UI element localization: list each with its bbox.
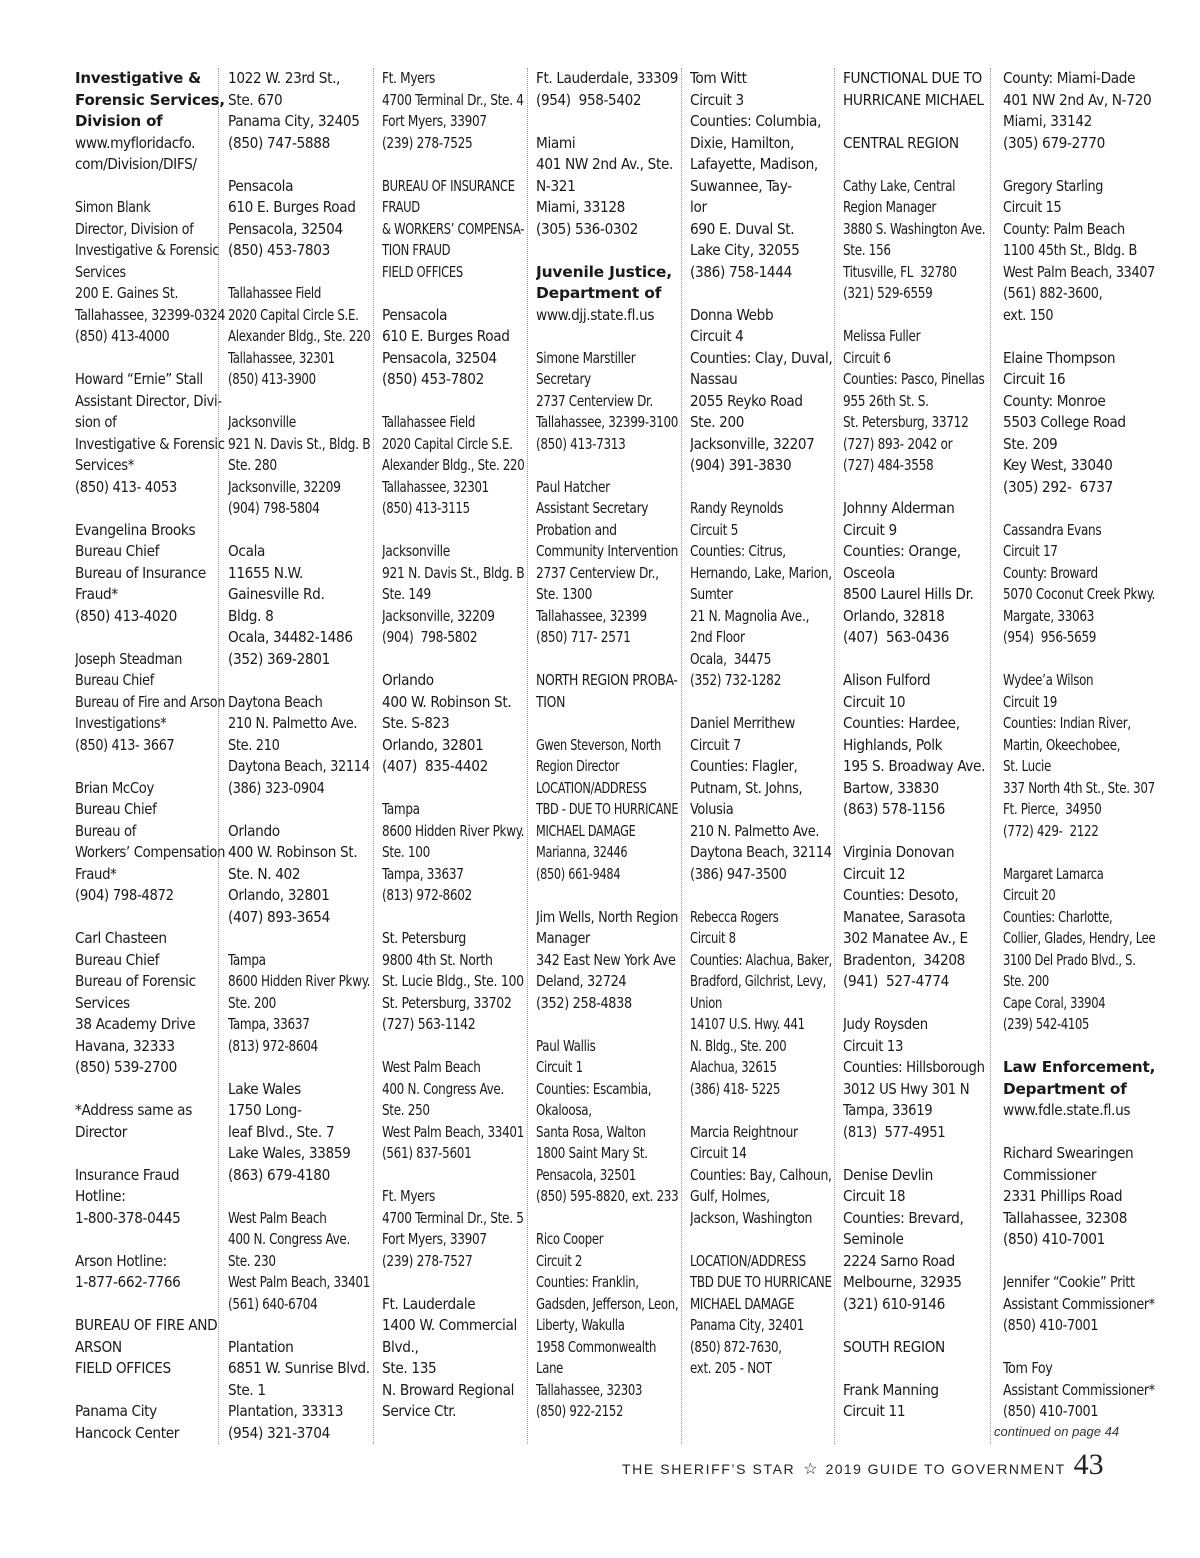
directory-entry [1003, 1057, 1155, 1122]
entry-text: Marcia Reightnour Circuit 14 Counties: Bay, Calhoun, Gulf, Holmes, Jackson, Washington [690, 1122, 832, 1227]
directory-entry [536, 477, 678, 649]
directory-entry [843, 1337, 985, 1359]
directory-entry [228, 950, 370, 1058]
entry-text: Jim Wells, North Region Manager 342 East New York Ave Deland, 32724 (352) 258-4838 [536, 907, 678, 1012]
star-icon: ☆ [803, 1461, 818, 1478]
directory-entry [228, 68, 370, 154]
directory-entry [536, 133, 678, 241]
directory-entry [228, 176, 370, 262]
directory-entry [75, 1315, 225, 1380]
entry-text: St. Petersburg 9800 4th St. North St. Lucie Bldg., Ste. 100 St. Petersburg, 33702 (727) 563-1142 [382, 929, 524, 1033]
directory-entry [843, 326, 985, 477]
directory-entry [1003, 348, 1155, 499]
entry-text: Richard Swearingen Commissioner 2331 Phillips Road Tallahassee, 32308 (850) 410-7001 [1003, 1144, 1134, 1248]
directory-entry [843, 68, 985, 111]
directory-entry [382, 176, 524, 284]
directory-entry [1003, 520, 1155, 649]
department-heading: Law Enforcement, Department of [1003, 1058, 1155, 1098]
directory-column-4 [536, 68, 678, 1448]
directory-entry [690, 1122, 832, 1230]
entry-text: Tampa 8600 Hidden River Pkwy. Ste. 200 Tampa, 33637 (813) 972-8604 [228, 950, 370, 1055]
entry-text: Ft. Lauderdale 1400 W. Commercial Blvd., Ste. 135 N. Broward Regional Service Ctr. [382, 1294, 517, 1420]
continued-note: continued on page 44 [994, 1424, 1120, 1439]
column-divider [527, 68, 528, 1444]
entry-text: NORTH REGION PROBA- TION [536, 671, 678, 711]
entry-text: County: Miami-Dade 401 NW 2nd Av, N-720 Miami, 33142 (305) 679-2770 [1003, 69, 1152, 152]
entry-text: Tampa 8600 Hidden River Pkwy. Ste. 100 Tampa, 33637 (813) 972-8602 [382, 800, 524, 904]
entry-text: Ft. Lauderdale, 33309 (954) 958-5402 [536, 69, 678, 109]
entry-text: Rebecca Rogers Circuit 8 Counties: Alachua, Baker, Bradford, Gilchrist, Levy, Union 14107 U.S. Hwy. 441 N. Bldg., Ste. 200 Alachua, 32615 (386) 418- 5225 [690, 907, 832, 1098]
entry-text: Johnny Alderman Circuit 9 Counties: Orange, Osceola 8500 Laurel Hills Dr. Orlando, 32818 (407) 563-0436 [843, 499, 974, 646]
entry-text: Cassandra Evans Circuit 17 County: Broward 5070 Coconut Creek Pkwy. Margate, 33063 (954) 956-5659 [1003, 520, 1155, 646]
directory-entry [382, 541, 524, 649]
directory-entry [843, 670, 985, 821]
publication-name: THE SHERIFF’S STAR [622, 1461, 796, 1477]
entry-text: Orlando 400 W. Robinson St. Ste. N. 402 Orlando, 32801 (407) 893-3654 [228, 821, 358, 926]
entry-text: Tallahassee Field 2020 Capital Circle S.E. Alexander Bldg., Ste. 220 Tallahassee, 32301 (850) 413-3115 [382, 413, 524, 517]
entry-text: Ft. Myers 4700 Terminal Dr., Ste. 4 Fort Myers, 33907 (239) 278-7525 [382, 69, 524, 152]
directory-entry [536, 1036, 678, 1208]
directory-entry [228, 541, 370, 670]
entry-text: FUNCTIONAL DUE TO HURRICANE MICHAEL [843, 69, 984, 109]
entry-text: Paul Hatcher Assistant Secretary Probation and Community Intervention 2737 Centerview Dr., Ste. 1300 Tallahassee, 32399 (850) 717- 2571 [536, 477, 678, 646]
entry-text: Frank Manning Circuit 11 [843, 1380, 939, 1420]
directory-entry [1003, 864, 1155, 1036]
department-heading: Investigative & Forensic Services, Division of [75, 69, 225, 130]
entry-text: West Palm Beach 400 N. Congress Ave. Ste. 250 West Palm Beach, 33401 (561) 837-5601 [382, 1058, 524, 1162]
entry-text: Elaine Thompson Circuit 16 County: Monroe 5503 College Road Ste. 209 Key West, 33040 (305) 292- 6737 [1003, 348, 1126, 496]
entry-text: 1022 W. 23rd St., Ste. 670 Panama City, 32405 (850) 747-5888 [228, 69, 360, 152]
directory-entry [382, 412, 524, 520]
department-heading: Juvenile Justice, Department of [536, 262, 672, 302]
directory-entry [690, 305, 832, 477]
directory-entry [228, 821, 370, 929]
entry-text: BUREAU OF INSURANCE FRAUD & WORKERS’ COMPENSA- TION FRAUD FIELD OFFICES [382, 176, 524, 281]
directory-entry [382, 68, 524, 154]
directory-entry [75, 1401, 225, 1444]
entry-text: Donna Webb Circuit 4 Counties: Clay, Duval, Nassau 2055 Reyko Road Ste. 200 Jacksonville, 32207 (904) 391-3830 [690, 305, 832, 474]
directory-entry [1003, 1358, 1155, 1423]
directory-entry [536, 1229, 678, 1423]
entry-text: SOUTH REGION [843, 1337, 945, 1356]
directory-entry [75, 68, 225, 176]
directory-column-6 [843, 68, 985, 1448]
entry-text: Jennifer “Cookie” Pritt Assistant Commissioner* (850) 410-7001 [1003, 1273, 1155, 1334]
directory-entry [228, 1079, 370, 1187]
directory-entry [1003, 176, 1155, 327]
directory-entry [843, 842, 985, 993]
column-divider [681, 68, 682, 1444]
directory-entry [228, 283, 370, 391]
entry-text: Ocala 11655 N.W. Gainesville Rd. Bldg. 8 Ocala, 34482-1486 (352) 369-2801 [228, 542, 353, 668]
entry-text: Plantation 6851 W. Sunrise Blvd. Ste. 1 Plantation, 33313 (954) 321-3704 [228, 1337, 370, 1442]
department-website: www.fdle.state.fl.us [1003, 1101, 1131, 1119]
entry-text: Alison Fulford Circuit 10 Counties: Hardee, Highlands, Polk 195 S. Broadway Ave. Bartow, 33830 (863) 578-1156 [843, 671, 985, 818]
entry-text: Jacksonville 921 N. Davis St., Bldg. B Ste. 280 Jacksonville, 32209 (904) 798-5804 [228, 413, 370, 517]
entry-text: Brian McCoy Bureau Chief Bureau of Workers’ Compensation Fraud* (904) 798-4872 [75, 778, 225, 904]
directory-entry [228, 412, 370, 520]
directory-entry [536, 907, 678, 1015]
entry-text: West Palm Beach 400 N. Congress Ave. Ste. 230 West Palm Beach, 33401 (561) 640-6704 [228, 1208, 370, 1313]
entry-text: Gwen Steverson, North Region Director LOCATION/ADDRESS TBD - DUE TO HURRICANE MICHAEL DAMAGE Marianna, 32446 (850) 661-9484 [536, 735, 678, 883]
entry-text: Insurance Fraud Hotline: 1-800-378-0445 [75, 1165, 181, 1227]
directory-column-5 [690, 68, 832, 1448]
directory-entry [75, 1100, 225, 1143]
directory-entry [75, 520, 225, 628]
directory-entry [843, 133, 985, 155]
department-website: www.djj.state.fl.us [536, 305, 655, 324]
entry-text: Rico Cooper Circuit 2 Counties: Franklin, Gadsden, Jefferson, Leon, Liberty, Wakulla 1958 Commonwealth Lane Tallahassee, 32303 (850) 922-2152 [536, 1230, 678, 1420]
directory-entry [536, 348, 678, 456]
directory-entry [1003, 1143, 1155, 1251]
directory-entry [536, 735, 678, 886]
directory-entry [843, 1165, 985, 1316]
entry-text: Cathy Lake, Central Region Manager 3880 S. Washington Ave. Ste. 156 Titusville, FL 32780 (321) 529-6559 [843, 176, 985, 302]
entry-text: Melissa Fuller Circuit 6 Counties: Pasco, Pinellas 955 26th St. S. St. Petersburg, 33712 (727) 893- 2042 or (727) 484-3558 [843, 327, 985, 474]
directory-entry [536, 670, 678, 713]
directory-entry [75, 928, 225, 1079]
directory-entry [690, 68, 832, 283]
directory-entry [75, 369, 225, 498]
page-number: 43 [1073, 1448, 1104, 1481]
directory-entry [75, 778, 225, 907]
entry-text: Jacksonville 921 N. Davis St., Bldg. B Ste. 149 Jacksonville, 32209 (904) 798-5802 [382, 542, 524, 646]
column-divider [990, 68, 991, 1444]
directory-entry [843, 498, 985, 649]
directory-entry [536, 262, 678, 327]
directory-entry [382, 1294, 524, 1423]
directory-column-3 [382, 68, 524, 1448]
department-website: www.myfloridacfo. com/Division/DIFS/ [75, 133, 197, 173]
directory-column-1 [75, 68, 225, 1448]
column-divider [834, 68, 835, 1444]
directory-entry [75, 649, 225, 757]
entry-text: Randy Reynolds Circuit 5 Counties: Citrus, Hernando, Lake, Marion, Sumter 21 N. Magnolia Ave., 2nd Floor Ocala, 34475 (352) 732-1282 [690, 499, 832, 689]
entry-text: Panama City Hancock Center [75, 1402, 180, 1442]
entry-text: Lake Wales 1750 Long- leaf Blvd., Ste. 7 Lake Wales, 33859 (863) 679-4180 [228, 1079, 351, 1184]
entry-text: Simon Blank Director, Division of Investigative & Forensic Services 200 E. Gaines St. Tallahassee, 32399-0324 (850) 413-4000 [75, 198, 225, 345]
directory-column-2 [228, 68, 370, 1448]
entry-text: Tom Witt Circuit 3 Counties: Columbia, Dixie, Hamilton, Lafayette, Madison, Suwannee, Tay- lor 690 E. Duval St. Lake City, 32055 (386) 758-1444 [690, 69, 822, 281]
directory-entry [75, 1165, 225, 1230]
entry-text: LOCATION/ADDRESS TBD DUE TO HURRICANE MICHAEL DAMAGE Panama City, 32401 (850) 872-7630, ext. 205 - NOT [690, 1251, 832, 1377]
entry-text: Daniel Merrithew Circuit 7 Counties: Flagler, Putnam, St. Johns, Volusia 210 N. Palmetto Ave. Daytona Beach, 32114 (386) 947-3500 [690, 714, 832, 883]
directory-entry [228, 1337, 370, 1445]
directory-entry [75, 197, 225, 348]
column-divider [218, 68, 219, 1444]
entry-text: *Address same as Director [75, 1101, 192, 1141]
directory-entry [690, 713, 832, 885]
directory-entry [536, 68, 678, 111]
guide-title: 2019 GUIDE TO GOVERNMENT [825, 1461, 1066, 1477]
directory-entry [228, 692, 370, 800]
entry-text: Evangelina Brooks Bureau Chief Bureau of Insurance Fraud* (850) 413-4020 [75, 520, 206, 625]
entry-text: Simone Marstiller Secretary 2737 Centerview Dr. Tallahassee, 32399-3100 (850) 413-7313 [536, 348, 678, 453]
entry-text: Miami 401 NW 2nd Av., Ste. N-321 Miami, 33128 (305) 536-0302 [536, 133, 673, 238]
entry-text: Joseph Steadman Bureau Chief Bureau of Fire and Arson Investigations* (850) 413- 3667 [75, 649, 225, 754]
directory-entry [843, 1014, 985, 1143]
entry-text: Tallahassee Field 2020 Capital Circle S.E. Alexander Bldg., Ste. 220 Tallahassee, 32301 (850) 413-3900 [228, 284, 370, 388]
entry-text: BUREAU OF FIRE AND ARSON FIELD OFFICES [75, 1316, 218, 1377]
entry-text: Pensacola 610 E. Burges Road Pensacola, 32504 (850) 453-7803 [228, 176, 356, 259]
entry-text: Pensacola 610 E. Burges Road Pensacola, 32504 (850) 453-7802 [382, 305, 510, 388]
directory-entry [690, 907, 832, 1101]
directory-entry [382, 670, 524, 778]
directory-entry [843, 176, 985, 305]
entry-text: Paul Wallis Circuit 1 Counties: Escambia, Okaloosa, Santa Rosa, Walton 1800 Saint Mary St. Pensacola, 32501 (850) 595-8820, ext. 233 [536, 1036, 678, 1205]
directory-entry [382, 799, 524, 907]
entry-text: Howard “Ernie” Stall Assistant Director, Divi- sion of Investigative & Forensic Services* (850) 413- 4053 [75, 370, 225, 496]
directory-entry [1003, 1272, 1155, 1337]
entry-text: Carl Chasteen Bureau Chief Bureau of Forensic Services 38 Academy Drive Havana, 32333 (850) 539-2700 [75, 929, 196, 1076]
column-divider [373, 68, 374, 1444]
directory-entry [1003, 670, 1155, 842]
entry-text: Judy Roysden Circuit 13 Counties: Hillsborough 3012 US Hwy 301 N Tampa, 33619 (813) 577-4951 [843, 1015, 985, 1141]
entry-text: CENTRAL REGION [843, 133, 959, 152]
entry-text: Margaret Lamarca Circuit 20 Counties: Charlotte, Collier, Glades, Hendry, Lee 3100 Del Prado Blvd., S. Ste. 200 Cape Coral, 33904 (239) 542-4105 [1003, 864, 1155, 1033]
directory-entry [690, 498, 832, 692]
entry-text: Arson Hotline: 1-877-662-7766 [75, 1251, 181, 1291]
directory-entry [382, 305, 524, 391]
entry-text: Daytona Beach 210 N. Palmetto Ave. Ste. 210 Daytona Beach, 32114 (386) 323-0904 [228, 692, 370, 797]
page-footer [622, 1448, 1104, 1488]
directory-entry [382, 1057, 524, 1165]
directory-entry [228, 1208, 370, 1316]
directory-entry [382, 928, 524, 1036]
directory-entry [75, 1251, 225, 1294]
entry-text: Wydee’a Wilson Circuit 19 Counties: Indian River, Martin, Okeechobee, St. Lucie 337 North 4th St., Ste. 307 Ft. Pierce, 34950 (772) 429- 2122 [1003, 671, 1155, 840]
entry-text: Denise Devlin Circuit 18 Counties: Brevard, Seminole 2224 Sarno Road Melbourne, 32935 (321) 610-9146 [843, 1165, 964, 1313]
directory-entry [690, 1251, 832, 1380]
entry-text: Virginia Donovan Circuit 12 Counties: Desoto, Manatee, Sarasota 302 Manatee Av., E Bradenton, 34208 (941) 527-4774 [843, 843, 968, 990]
entry-text: Orlando 400 W. Robinson St. Ste. S-823 Orlando, 32801 (407) 835-4402 [382, 671, 512, 775]
entry-text: Ft. Myers 4700 Terminal Dr., Ste. 5 Fort Myers, 33907 (239) 278-7527 [382, 1187, 524, 1270]
directory-entry [843, 1380, 985, 1423]
directory-entry [1003, 68, 1155, 154]
directory-entry [382, 1186, 524, 1272]
entry-text: Tom Foy Assistant Commissioner* (850) 410-7001 [1003, 1359, 1155, 1420]
directory-column-7 [1003, 68, 1155, 1448]
entry-text: Gregory Starling Circuit 15 County: Palm Beach 1100 45th St., Bldg. B West Palm Beach, 33407 (561) 882-3600, ext. 150 [1003, 176, 1155, 324]
